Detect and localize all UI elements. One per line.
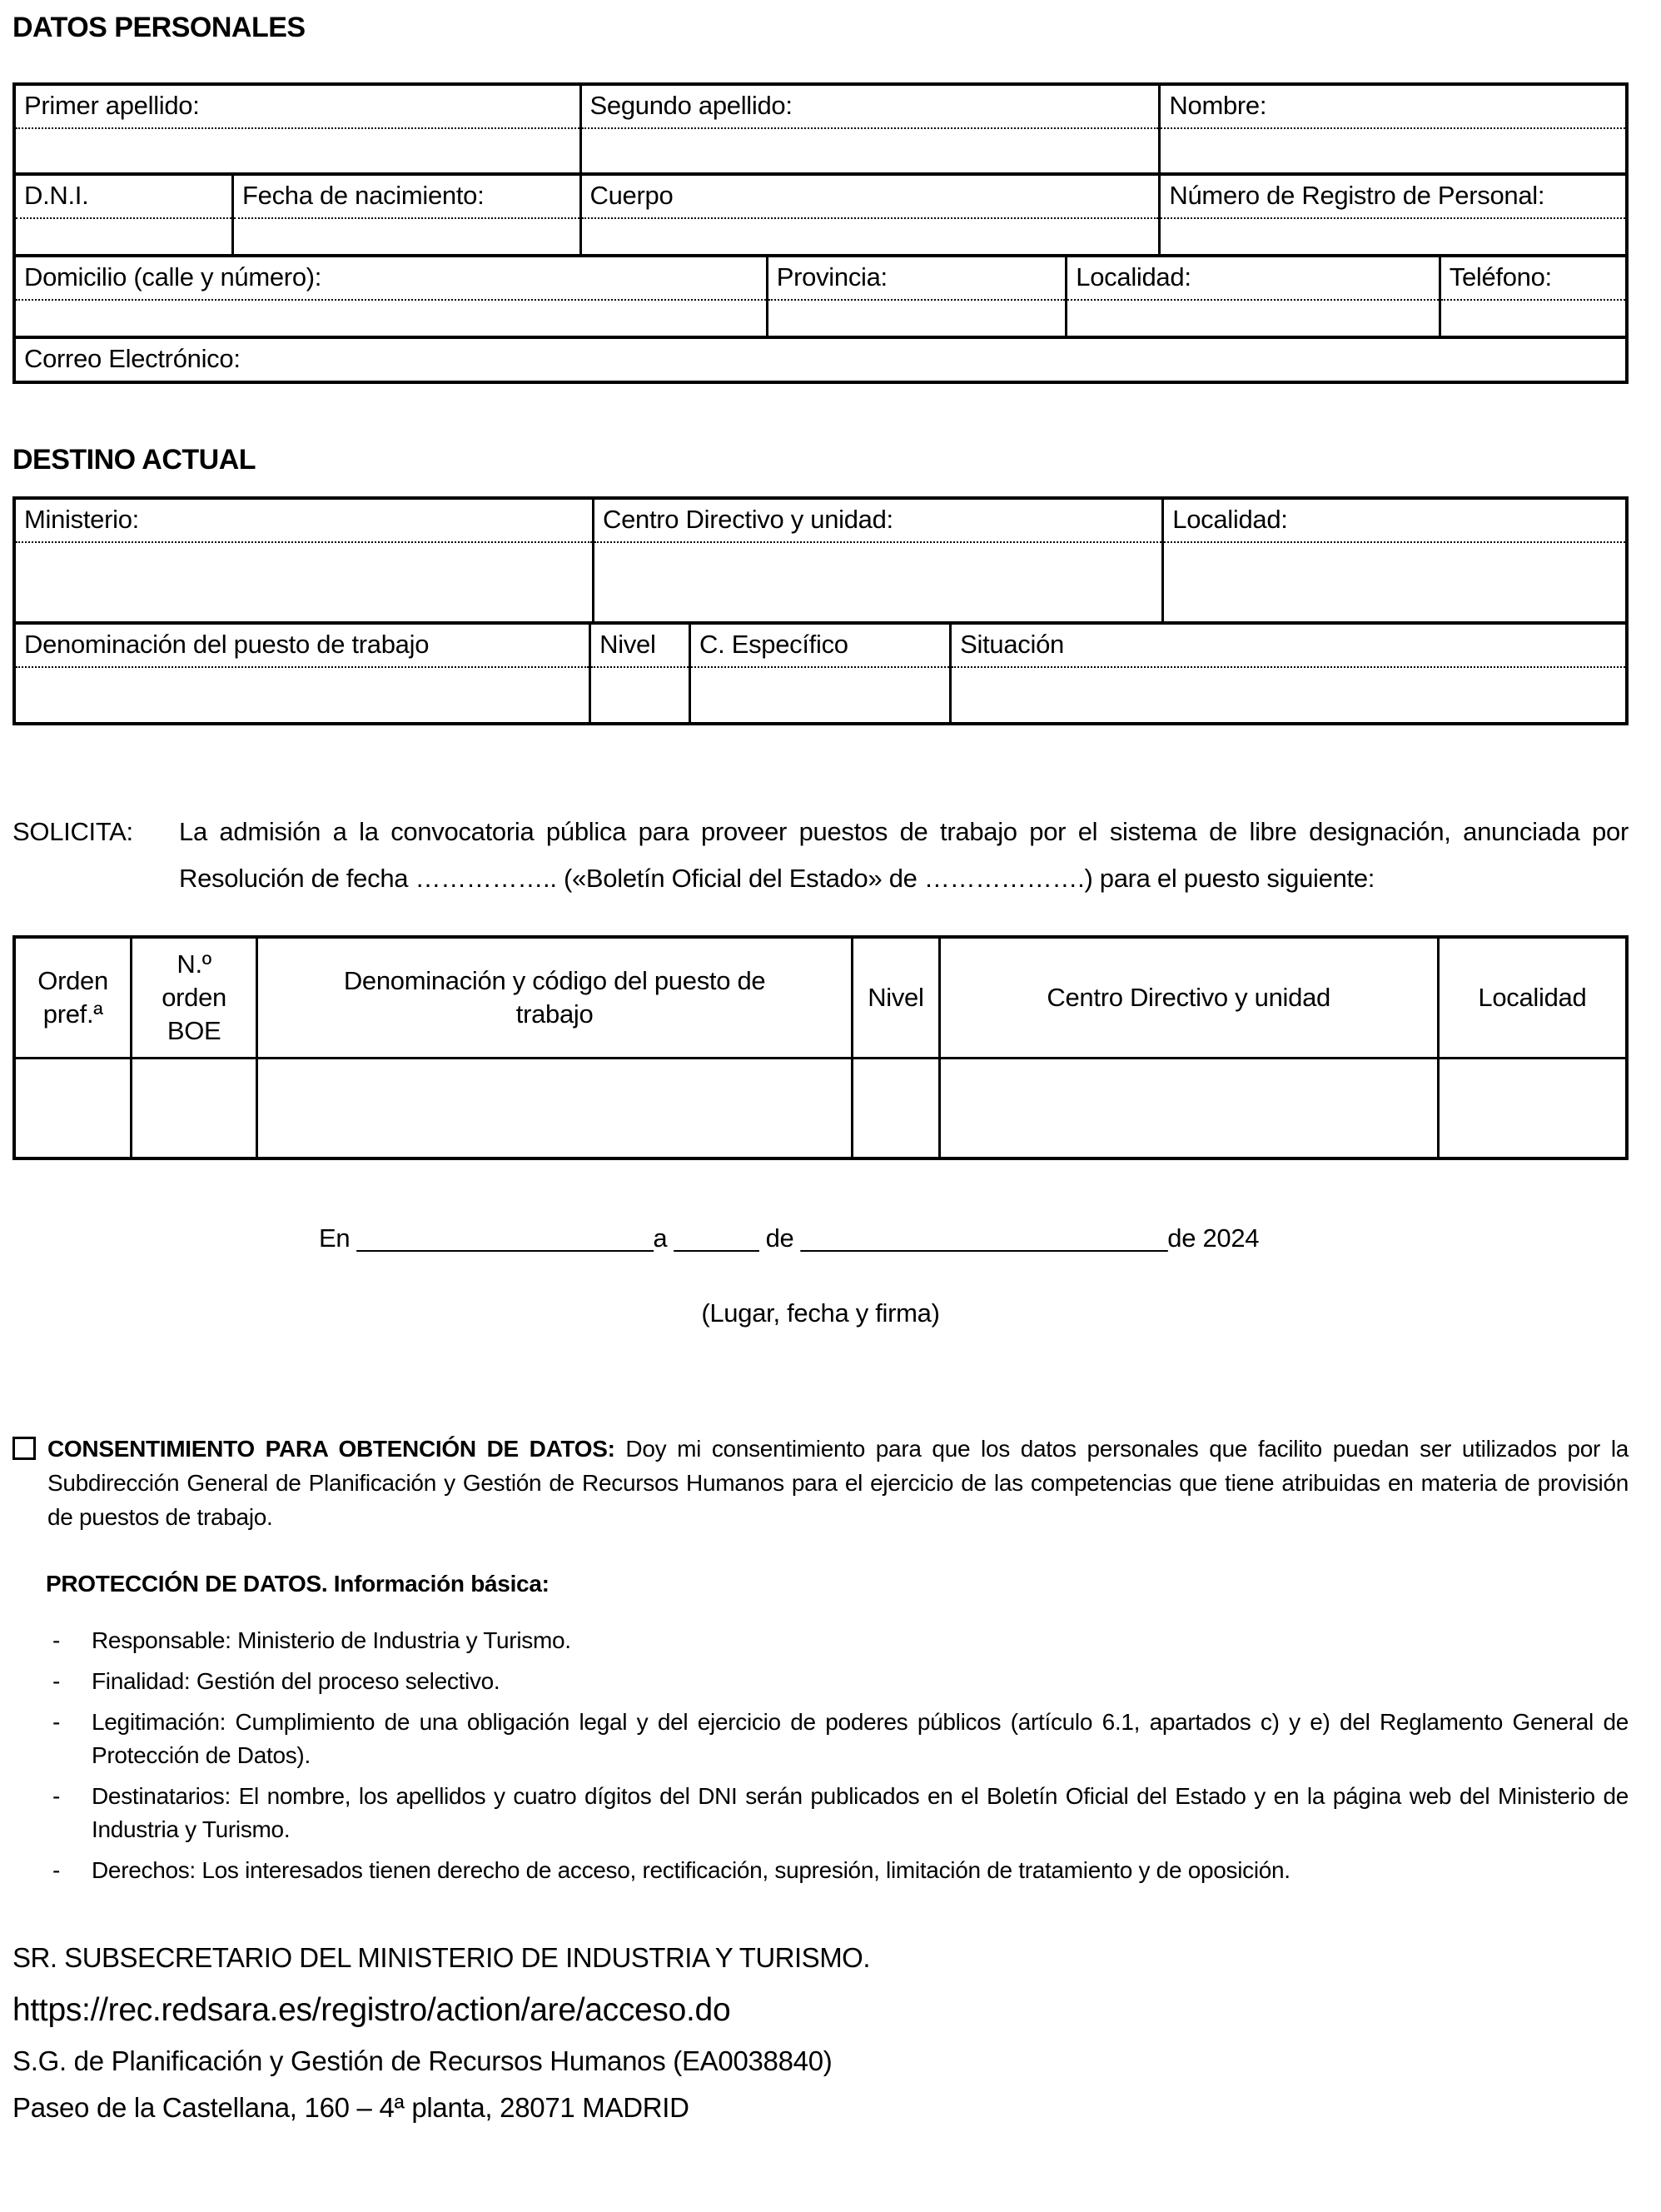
table-row <box>16 172 1625 254</box>
cell-destino-localidad <box>1161 500 1625 621</box>
header-orden-preferencia-text: Orden pref.ª <box>37 965 108 1029</box>
list-item-text: Finalidad: Gestión del proceso selectivo. <box>92 1668 500 1694</box>
field-ministerio[interactable] <box>16 543 592 621</box>
data-protection-title: PROTECCIÓN DE DATOS. Información básica: <box>46 1571 550 1597</box>
label-segundo-apellido: Segundo apellido: <box>582 86 1159 129</box>
label-provincia: Provincia: <box>768 257 1066 301</box>
header-num-orden-boe-text: N.º orden BOE <box>162 949 226 1046</box>
section-title-datos-personales: DATOS PERSONALES <box>12 12 306 43</box>
data-protection-list <box>46 1624 1629 1887</box>
cell-nombre <box>1158 86 1625 172</box>
address-line: Paseo de la Castellana, 160 – 4ª planta, 28071 MADRID <box>12 2092 689 2123</box>
field-telefono[interactable] <box>1441 301 1625 336</box>
cell-cuerpo <box>579 176 1159 254</box>
list-item <box>46 1624 1629 1657</box>
field-cuerpo[interactable] <box>582 219 1159 254</box>
table-row <box>16 1057 1625 1157</box>
label-telefono: Teléfono: <box>1441 257 1625 301</box>
list-item-marker: - <box>52 1627 61 1653</box>
consent-checkbox[interactable] <box>12 1437 36 1460</box>
table-header-row <box>16 939 1625 1057</box>
table-row <box>16 336 1625 381</box>
field-orden-preferencia[interactable] <box>16 1059 130 1157</box>
consent-text <box>47 1432 1629 1534</box>
list-item <box>46 1780 1629 1846</box>
consent-body: Doy mi consentimiento para que los datos personales que facilito puedan ser utilizados por la Subdirección General de Planificación y Gestión de Recursos Humanos para el ejercicio de las competencias que tiene atribuidas en materia de provisión de puestos de trabajo. <box>47 1436 1629 1530</box>
cell-situacion <box>949 625 1625 722</box>
cell-c-especifico <box>689 625 949 722</box>
list-item-text: Legitimación: Cumplimiento de una obligación legal y del ejercicio de poderes públicos (artículo 6.1, apartados c) y e) del Reglamento General de Protección de Datos). <box>92 1709 1629 1768</box>
header-centro-directivo <box>938 939 1437 1057</box>
header-orden-preferencia <box>16 939 130 1057</box>
cell-telefono <box>1439 257 1625 336</box>
list-item-text: Responsable: Ministerio de Industria y Turismo. <box>92 1627 571 1653</box>
list-item <box>46 1665 1629 1698</box>
solicita-block <box>12 809 1629 902</box>
field-domicilio[interactable] <box>16 301 766 336</box>
label-primer-apellido: Primer apellido: <box>16 86 579 129</box>
label-numero-registro: Número de Registro de Personal: <box>1161 176 1625 219</box>
cell-ministerio <box>16 500 592 621</box>
section-title-destino-actual: DESTINO ACTUAL <box>12 444 256 476</box>
label-cuerpo: Cuerpo <box>582 176 1159 219</box>
cell-numero-registro <box>1158 176 1625 254</box>
table-row <box>16 621 1625 722</box>
label-domicilio: Domicilio (calle y número): <box>16 257 766 301</box>
cell-provincia <box>766 257 1066 336</box>
field-puesto-localidad[interactable] <box>1437 1059 1625 1157</box>
field-situacion[interactable] <box>952 668 1625 722</box>
list-item-text: Destinatarios: El nombre, los apellidos y cuatro dígitos del DNI serán publicados en el Boletín Oficial del Estado y en la página web del Ministerio de Industria y Turismo. <box>92 1783 1629 1842</box>
field-puesto-centro[interactable] <box>938 1059 1437 1157</box>
registration-url[interactable]: https://rec.redsara.es/registro/action/are/acceso.do <box>12 1992 731 2028</box>
list-item-marker: - <box>52 1857 61 1883</box>
cell-domicilio <box>16 257 766 336</box>
list-item-text: Derechos: Los interesados tienen derecho de acceso, rectificación, supresión, limitación de tratamiento y de oposición. <box>92 1857 1291 1883</box>
label-fecha-nacimiento: Fecha de nacimiento: <box>234 176 579 219</box>
header-localidad <box>1437 939 1625 1057</box>
personal-data-table <box>12 82 1629 384</box>
addressee-line: SR. SUBSECRETARIO DEL MINISTERIO DE INDUSTRIA Y TURISMO. <box>12 1942 871 1973</box>
date-signature-line[interactable]: En _____________________a ______ de __________________________de 2024 <box>319 1223 1260 1253</box>
header-denominacion-codigo <box>256 939 851 1057</box>
cell-nivel <box>589 625 689 722</box>
field-numero-registro[interactable] <box>1161 219 1625 254</box>
list-item <box>46 1854 1629 1887</box>
label-ministerio: Ministerio: <box>16 500 592 543</box>
list-item-marker: - <box>52 1668 61 1694</box>
cell-correo <box>16 339 1625 381</box>
header-nivel <box>851 939 937 1057</box>
cell-fecha-nacimiento <box>231 176 579 254</box>
field-puesto-nivel[interactable] <box>851 1059 937 1157</box>
cell-centro-directivo <box>592 500 1161 621</box>
signature-hint: (Lugar, fecha y firma) <box>701 1298 940 1328</box>
field-destino-localidad[interactable] <box>1164 543 1625 621</box>
label-nombre: Nombre: <box>1161 86 1625 129</box>
destino-actual-table <box>12 496 1629 725</box>
header-nivel-text: Nivel <box>868 982 924 1012</box>
field-segundo-apellido[interactable] <box>582 129 1159 172</box>
list-item-marker: - <box>52 1709 61 1735</box>
solicita-label: SOLICITA: <box>12 817 133 846</box>
field-fecha-nacimiento[interactable] <box>234 219 579 254</box>
label-centro-directivo: Centro Directivo y unidad: <box>594 500 1161 543</box>
list-item <box>46 1706 1629 1772</box>
field-nombre[interactable] <box>1161 129 1625 172</box>
solicita-text: La admisión a la convocatoria pública para proveer puestos de trabajo por el sistema de libre designación, anunciada por Resolución de fecha …………….. («Boletín Oficial del Estado» de ……………….) para el puesto siguiente: <box>179 817 1629 893</box>
table-row <box>16 500 1625 621</box>
label-correo-electronico: Correo Electrónico: <box>24 344 241 373</box>
label-destino-localidad: Localidad: <box>1164 500 1625 543</box>
table-row <box>16 254 1625 336</box>
consent-block <box>12 1432 1629 1534</box>
label-localidad: Localidad: <box>1067 257 1438 301</box>
field-provincia[interactable] <box>768 301 1066 336</box>
field-num-orden-boe[interactable] <box>130 1059 256 1157</box>
list-item-marker: - <box>52 1783 61 1809</box>
field-denominacion-codigo[interactable] <box>256 1059 851 1157</box>
label-situacion: Situación <box>952 625 1625 668</box>
cell-localidad <box>1065 257 1438 336</box>
cell-denominacion-puesto <box>16 625 589 722</box>
department-line: S.G. de Planificación y Gestión de Recursos Humanos (EA0038840) <box>12 2045 833 2076</box>
label-denominacion-puesto: Denominación del puesto de trabajo <box>16 625 589 668</box>
field-nivel[interactable] <box>591 668 689 722</box>
cell-dni <box>16 176 231 254</box>
label-nivel: Nivel <box>591 625 689 668</box>
field-c-especifico[interactable] <box>691 668 949 722</box>
cell-primer-apellido <box>16 86 579 172</box>
header-centro-directivo-text: Centro Directivo y unidad <box>1047 982 1330 1012</box>
field-localidad[interactable] <box>1067 301 1438 336</box>
consent-lead: CONSENTIMIENTO PARA OBTENCIÓN DE DATOS: <box>47 1436 615 1462</box>
cell-segundo-apellido <box>579 86 1159 172</box>
header-num-orden-boe <box>130 939 256 1057</box>
field-centro-directivo[interactable] <box>594 543 1161 621</box>
field-primer-apellido[interactable] <box>16 129 579 172</box>
table-row <box>16 86 1625 172</box>
label-c-especifico: C. Específico <box>691 625 949 668</box>
footer <box>12 1942 1629 2124</box>
puestos-solicitados-table <box>12 935 1629 1160</box>
field-dni[interactable] <box>16 219 231 254</box>
header-localidad-text: Localidad <box>1478 982 1587 1012</box>
label-dni: D.N.I. <box>16 176 231 219</box>
header-denominacion-codigo-text: Denominación y código del puesto de trabajo <box>343 965 766 1029</box>
field-denominacion-puesto[interactable] <box>16 668 589 722</box>
